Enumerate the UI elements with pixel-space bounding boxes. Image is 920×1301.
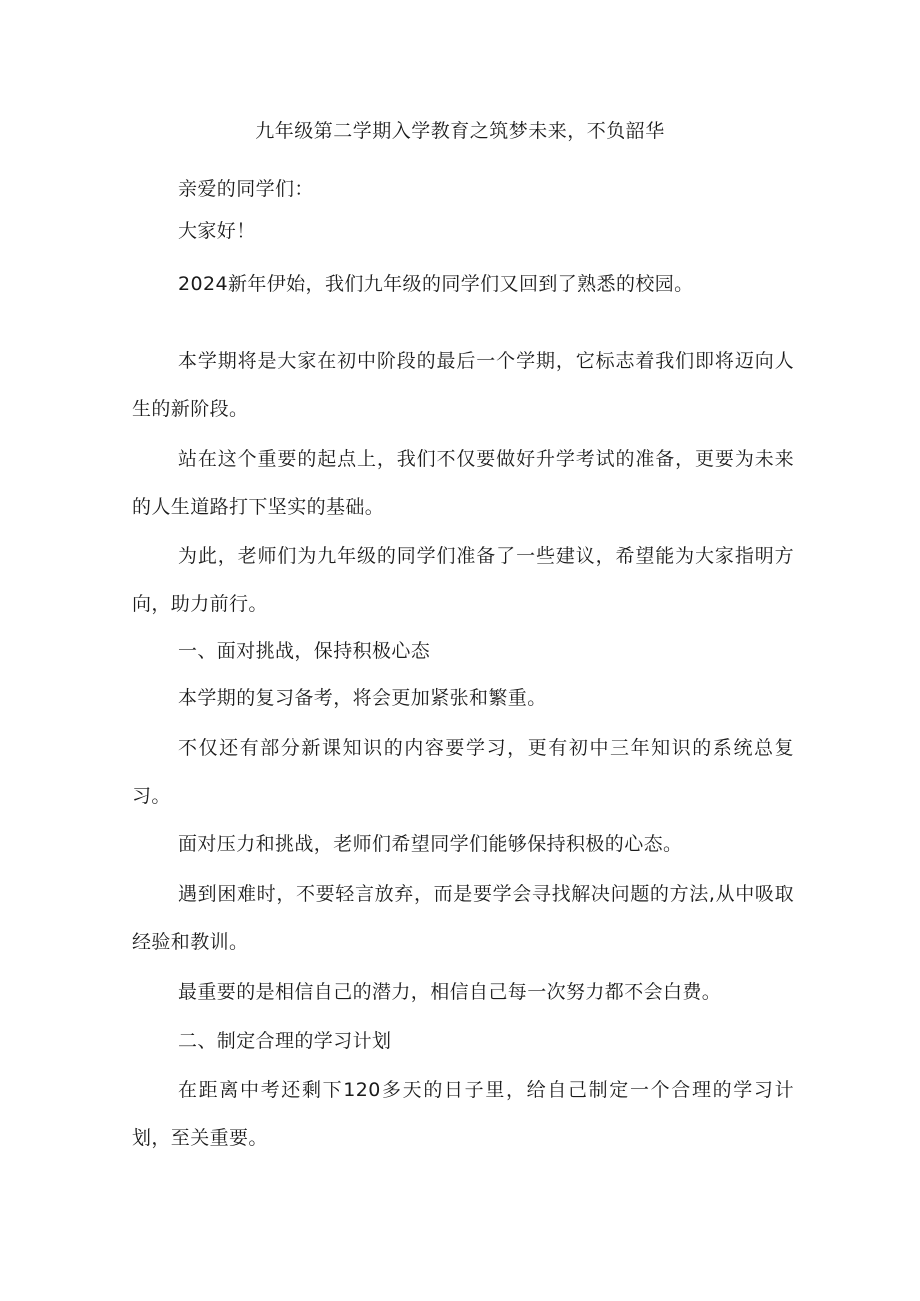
section-heading: 一、面对挑战，保持积极心态 [178,640,431,662]
body-paragraph: 2024新年伊始，我们九年级的同学们又回到了熟悉的校园。 [178,273,694,295]
body-paragraph: 面对压力和挑战，老师们希望同学们能够保持积极的心态。 [178,833,683,855]
body-paragraph: 为此，老师们为九年级的同学们准备了一些建议，希望能为大家指明方向，助力前行。 [132,545,794,615]
document-title: 九年级第二学期入学教育之筑梦未来，不负韶华 [255,120,665,142]
greeting-paragraph: 亲爱的同学们： [178,178,314,200]
hello-paragraph: 大家好！ [178,220,256,242]
body-paragraph: 遇到困难时，不要轻言放弃，而是要学会寻找解决问题的方法,从中吸取经验和教训。 [132,883,794,953]
body-paragraph: 站在这个重要的起点上，我们不仅要做好升学考试的准备，更要为未来的人生道路打下坚实的基础。 [132,448,794,518]
body-paragraph: 本学期的复习备考，将会更加紧张和繁重。 [178,687,547,709]
body-paragraph: 最重要的是相信自己的潜力，相信自己每一次努力都不会白费。 [178,981,722,1003]
body-paragraph: 在距离中考还剩下120多天的日子里，给自己制定一个合理的学习计划，至关重要。 [132,1079,794,1149]
body-paragraph: 不仅还有部分新课知识的内容要学习，更有初中三年知识的系统总复习。 [132,737,794,807]
body-paragraph: 本学期将是大家在初中阶段的最后一个学期，它标志着我们即将迈向人生的新阶段。 [132,350,794,420]
section-heading: 二、制定合理的学习计划 [178,1030,392,1052]
